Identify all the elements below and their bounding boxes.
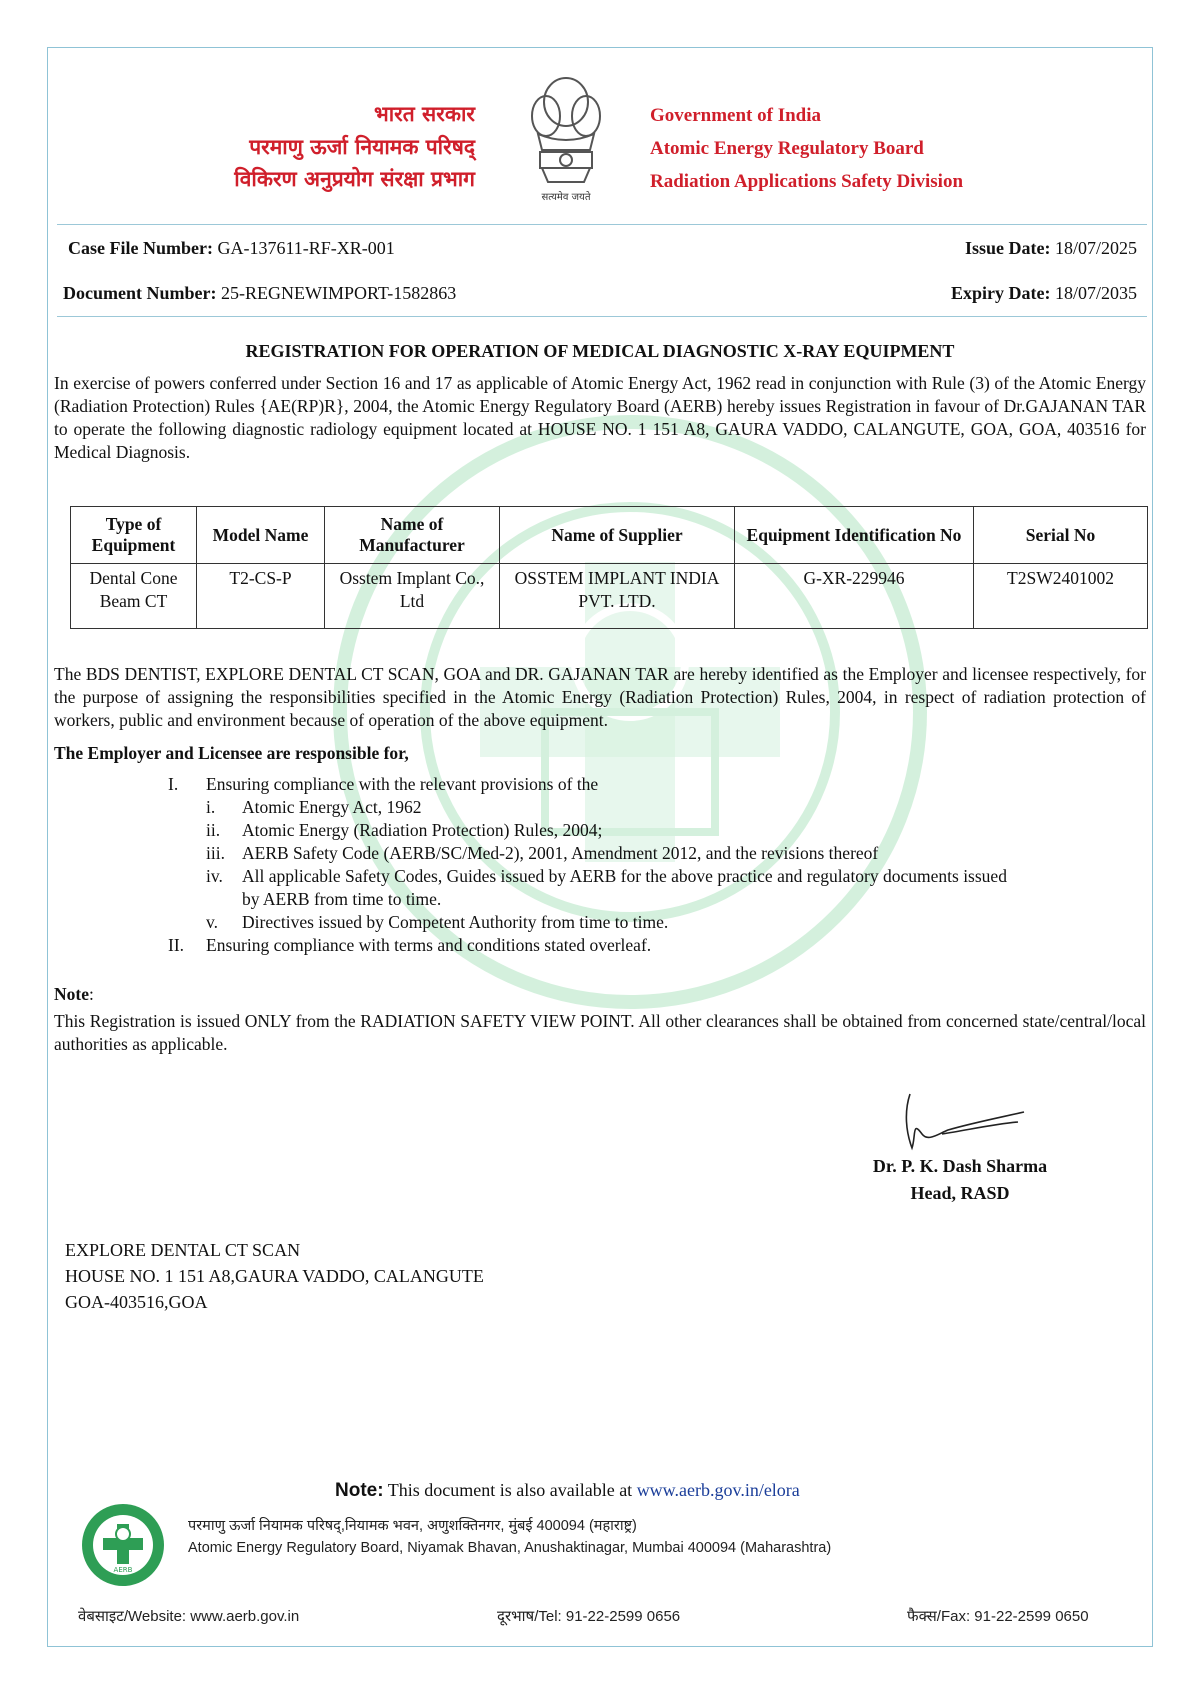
national-emblem-icon — [520, 72, 612, 208]
cell-equipment-id: G-XR-229946 — [735, 564, 974, 629]
expiry-date — [951, 283, 1137, 304]
note-label: Note — [54, 984, 89, 1004]
document-number — [63, 283, 456, 304]
th-model: Model Name — [197, 507, 325, 564]
header-english-line-3: Radiation Applications Safety Division — [650, 171, 964, 192]
expiry-date-label: Expiry Date: — [951, 283, 1051, 303]
item-1-text: Ensuring compliance with the relevant provisions of the — [206, 774, 599, 794]
footer-fax: फैक्स/Fax: 91-22-2599 0650 — [907, 1608, 1089, 1625]
sub-item-text: AERB Safety Code (AERB/SC/Med-2), 2001, Amendment 2012, and the revisions thereof — [242, 843, 879, 863]
aerb-logo-icon — [80, 1502, 166, 1588]
header-english-line-1: Government of India — [650, 105, 821, 126]
footer-address-english: Atomic Energy Regulatory Board, Niyamak Bhavan, Anushaktinagar, Mumbai 400094 (Maharashtra) — [188, 1540, 832, 1556]
cell-supplier: OSSTEM IMPLANT INDIA PVT. LTD. — [500, 564, 735, 629]
address-line-1: EXPLORE DENTAL CT SCAN — [65, 1240, 301, 1260]
note-heading — [54, 983, 1146, 1006]
equipment-table — [70, 506, 1148, 629]
item-1-number: I. — [168, 774, 179, 794]
expiry-date-value: 18/07/2035 — [1054, 283, 1137, 303]
footer-telephone: दूरभाष/Tel: 91-22-2599 0656 — [497, 1608, 681, 1625]
th-manufacturer: Name of Manufacturer — [325, 507, 500, 564]
issue-date-label: Issue Date: — [964, 238, 1051, 258]
item-2-number: II. — [168, 935, 185, 955]
cell-model: T2-CS-P — [197, 564, 325, 629]
issue-date — [965, 238, 1137, 259]
footer-website[interactable]: वेबसाइट/Website: www.aerb.gov.in — [78, 1608, 300, 1625]
responsibility-heading: The Employer and Licensee are responsible for, — [54, 743, 409, 763]
header-hindi-line-3: विकिरण अनुप्रयोग संरक्षा प्रभाग — [234, 167, 475, 191]
signatory-name: Dr. P. K. Dash Sharma — [872, 1156, 1048, 1176]
th-equipment-id: Equipment Identification No — [735, 507, 974, 564]
case-file-label: Case File Number: — [68, 238, 213, 258]
logo-text: AERB — [113, 1566, 133, 1574]
emblem-motto: सत्यमेव जयते — [541, 192, 591, 203]
sub-item-number: ii. — [206, 820, 221, 840]
meta-rule — [57, 316, 1147, 317]
header-hindi-line-2: परमाणु ऊर्जा नियामक परिषद् — [249, 135, 475, 159]
address-line-2: HOUSE NO. 1 151 A8,GAURA VADDO, CALANGUTE — [65, 1266, 484, 1286]
document-title: REGISTRATION FOR OPERATION OF MEDICAL DIAGNOSTIC X-RAY EQUIPMENT — [245, 341, 955, 361]
intro-paragraph: In exercise of powers conferred under Section 16 and 17 as applicable of Atomic Energy Act, 1962 read in conjunction with Rule (3) of the Atomic Energy (Radiation Protection) Rules {AE(RP)R}, 2004, the Atomic Energy Regulatory Board (AERB) hereby issues Registration in favour of Dr.GAJANAN TAR to operate the following diagnostic radiology equipment located at HOUSE NO. 1 151 A8, GAURA VADDO, CALANGUTE, GOA, GOA, 403516 for Medical Diagnosis. — [54, 373, 1146, 462]
signature-icon — [898, 1090, 1028, 1152]
header-english-line-2: Atomic Energy Regulatory Board — [650, 138, 924, 159]
document-number-value: 25-REGNEWIMPORT-1582863 — [220, 283, 457, 303]
footer-address-hindi: परमाणु ऊर्जा नियामक परिषद्,नियामक भवन, अणुशक्तिनगर, मुंबई 400094 (महाराष्ट्र) — [188, 1518, 637, 1534]
table-header-row — [71, 507, 1148, 564]
sub-item-number: i. — [206, 797, 216, 817]
sub-item-text: All applicable Safety Codes, Guides issued by AERB for the above practice and regulatory documents issued — [242, 866, 1007, 886]
cell-serial: T2SW2401002 — [974, 564, 1148, 629]
footer-note-text: This document is also available at — [387, 1480, 633, 1500]
item-2-text: Ensuring compliance with terms and conditions stated overleaf. — [206, 935, 652, 955]
note-colon: : — [88, 984, 94, 1004]
note-text: This Registration is issued ONLY from the RADIATION SAFETY VIEW POINT. All other clearances shall be obtained from concerned state/central/local authorities as applicable. — [54, 1011, 1146, 1054]
sub-item-number: iii. — [206, 843, 225, 863]
th-type: Type of Equipment — [71, 507, 197, 564]
address-line-3: GOA-403516,GOA — [65, 1292, 208, 1312]
header-hindi-line-1: भारत सरकार — [373, 102, 475, 126]
footer-note — [335, 1480, 800, 1502]
case-file-number — [68, 238, 395, 259]
cell-manufacturer: Osstem Implant Co., Ltd — [325, 564, 500, 629]
cell-type: Dental Cone Beam CT — [71, 564, 197, 629]
signatory-designation: Head, RASD — [910, 1183, 1010, 1203]
table-row — [71, 564, 1148, 629]
sub-item-number: v. — [206, 912, 218, 932]
sub-item-text: Atomic Energy (Radiation Protection) Rules, 2004; — [242, 820, 603, 840]
sub-item-text: Atomic Energy Act, 1962 — [242, 797, 422, 817]
sub-item-text: Directives issued by Competent Authority from time to time. — [242, 912, 669, 932]
employer-paragraph: The BDS DENTIST, EXPLORE DENTAL CT SCAN, GOA and DR. GAJANAN TAR are hereby identified as the Employer and licensee respectively, for the purpose of assigning the responsibilities specified in the Atomic Energy (Radiation Protection) Rules, 2004, in respect of radiation protection of workers, public and environment because of operation of the above equipment. — [54, 664, 1146, 730]
footer-note-label: Note: — [335, 1480, 384, 1501]
issue-date-value: 18/07/2025 — [1054, 238, 1137, 258]
case-file-value: GA-137611-RF-XR-001 — [217, 238, 395, 258]
elora-link[interactable]: www.aerb.gov.in/elora — [636, 1480, 800, 1500]
sub-item-text-continued: by AERB from time to time. — [242, 889, 442, 909]
header-rule — [57, 224, 1147, 225]
th-supplier: Name of Supplier — [500, 507, 735, 564]
th-serial: Serial No — [974, 507, 1148, 564]
sub-item-number: iv. — [206, 866, 223, 886]
document-number-label: Document Number: — [63, 283, 217, 303]
